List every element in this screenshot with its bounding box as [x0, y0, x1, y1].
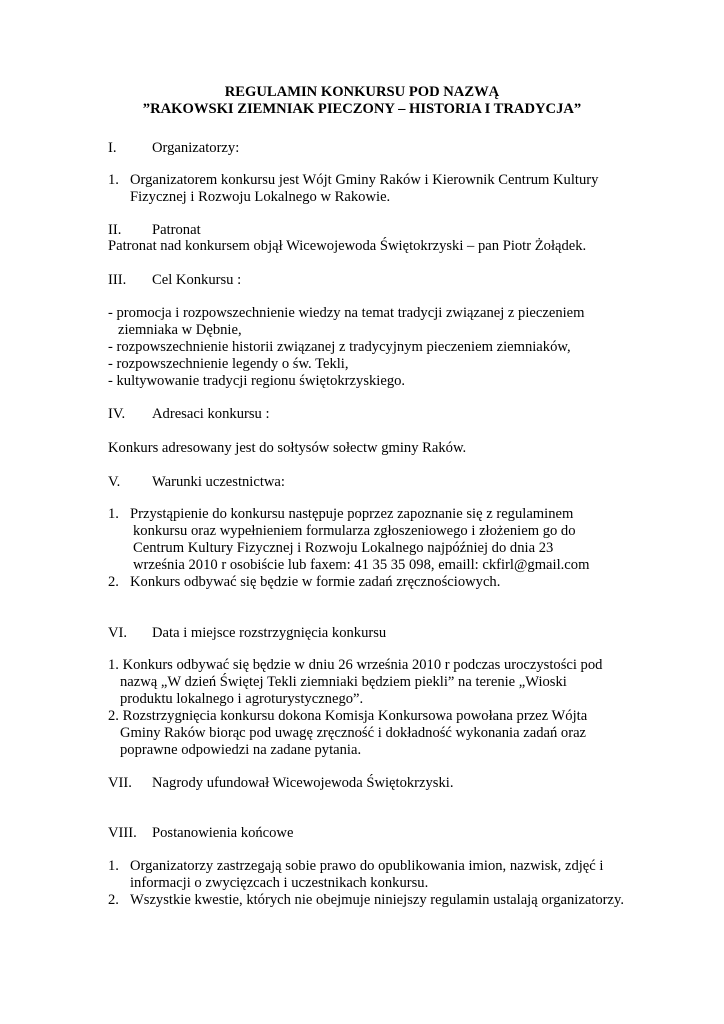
section-1-item-1-line-2: Fizycznej i Rozwoju Lokalnego w Rakowie. [130, 189, 391, 205]
section-8-item-1-line-1: Organizatorzy zastrzegają sobie prawo do opublikowania imion, nazwisk, zdjęć i [130, 858, 604, 874]
section-3-number: III. [108, 272, 127, 288]
title-line-1: REGULAMIN KONKURSU POD NAZWĄ [224, 84, 500, 100]
section-3-bullet-1-line-2: ziemniaka w Dębnie, [118, 322, 242, 338]
section-5-item-1-number: 1. [108, 506, 119, 522]
section-5-item-2-line-1: Konkurs odbywać się będzie w formie zadań zręcznościowych. [130, 574, 501, 590]
section-6-item-2-line-2: Gminy Raków biorąc pod uwagę zręczność i dokładność wykonania zadań oraz [120, 725, 587, 741]
section-8-heading: Postanowienia końcowe [152, 825, 294, 841]
section-6-item-1-line-2: nazwą „W dzień Świętej Tekli ziemniaki będziem piekli” na terenie „Wioski [120, 674, 567, 690]
section-5-item-2-number: 2. [108, 574, 119, 590]
section-2-number: II. [108, 222, 122, 238]
section-8-item-1-line-2: informacji o zwycięzcach i uczestnikach konkursu. [130, 875, 429, 891]
section-5-number: V. [108, 474, 121, 490]
section-6-item-1-line-3: produktu lokalnego i agroturystycznego”. [120, 691, 364, 707]
section-3-bullet-2: - rozpowszechnienie historii związanej z tradycyjnym pieczeniem ziemniaków, [108, 339, 571, 355]
section-6-heading: Data i miejsce rozstrzygnięcia konkursu [152, 625, 387, 641]
section-2-text: Patronat nad konkursem objął Wicewojewoda Świętokrzyski – pan Piotr Żołądek. [108, 238, 587, 254]
section-6-item-1-line-1: 1. Konkurs odbywać się będzie w dniu 26 września 2010 r podczas uroczystości pod [108, 657, 603, 673]
section-8-item-2-number: 2. [108, 892, 119, 908]
section-6-number: VI. [108, 625, 128, 641]
section-7-number: VII. [108, 775, 132, 791]
section-8-number: VIII. [108, 825, 137, 841]
section-3-heading: Cel Konkursu : [152, 272, 242, 288]
section-1-number: I. [108, 140, 117, 156]
section-6-item-2-line-3: poprawne odpowiedzi na zadane pytania. [120, 742, 362, 758]
section-1-item-1-line-1: Organizatorem konkursu jest Wójt Gminy Raków i Kierownik Centrum Kultury [130, 172, 599, 188]
section-2-heading: Patronat [152, 222, 201, 238]
section-8-item-2-line-1: Wszystkie kwestie, których nie obejmuje niniejszy regulamin ustalają organizatorzy. [130, 892, 625, 908]
title-line-2: ”RAKOWSKI ZIEMNIAK PIECZONY – HISTORIA I TRADYCJA” [142, 101, 582, 117]
section-3-bullet-1-line-1: - promocja i rozpowszechnienie wiedzy na temat tradycji związanej z pieczeniem [108, 305, 585, 321]
section-7-heading: Nagrody ufundował Wicewojewoda Świętokrzyski. [152, 775, 454, 791]
section-5-item-1-line-2: konkursu oraz wypełnieniem formularza zgłoszeniowego i złożeniem go do [133, 523, 576, 539]
section-6-item-2-line-1: 2. Rozstrzygnięcia konkursu dokona Komisja Konkursowa powołana przez Wójta [108, 708, 588, 724]
section-5-item-1-line-3: Centrum Kultury Fizycznej i Rozwoju Lokalnego najpóźniej do dnia 23 [133, 540, 554, 556]
section-5-item-1-line-4: września 2010 r osobiście lub faxem: 41 35 35 098, emaill: ckfirl@gmail.com [133, 557, 590, 573]
section-4-heading: Adresaci konkursu : [152, 406, 270, 422]
section-4-number: IV. [108, 406, 126, 422]
section-1-item-1-number: 1. [108, 172, 119, 188]
section-5-heading: Warunki uczestnictwa: [152, 474, 285, 490]
section-3-bullet-4: - kultywowanie tradycji regionu świętokrzyskiego. [108, 373, 406, 389]
section-4-text: Konkurs adresowany jest do sołtysów sołectw gminy Raków. [108, 440, 467, 456]
section-1-heading: Organizatorzy: [152, 140, 240, 156]
section-5-item-1-line-1: Przystąpienie do konkursu następuje poprzez zapoznanie się z regulaminem [130, 506, 574, 522]
section-8-item-1-number: 1. [108, 858, 119, 874]
section-3-bullet-3: - rozpowszechnienie legendy o św. Tekli, [108, 356, 349, 372]
